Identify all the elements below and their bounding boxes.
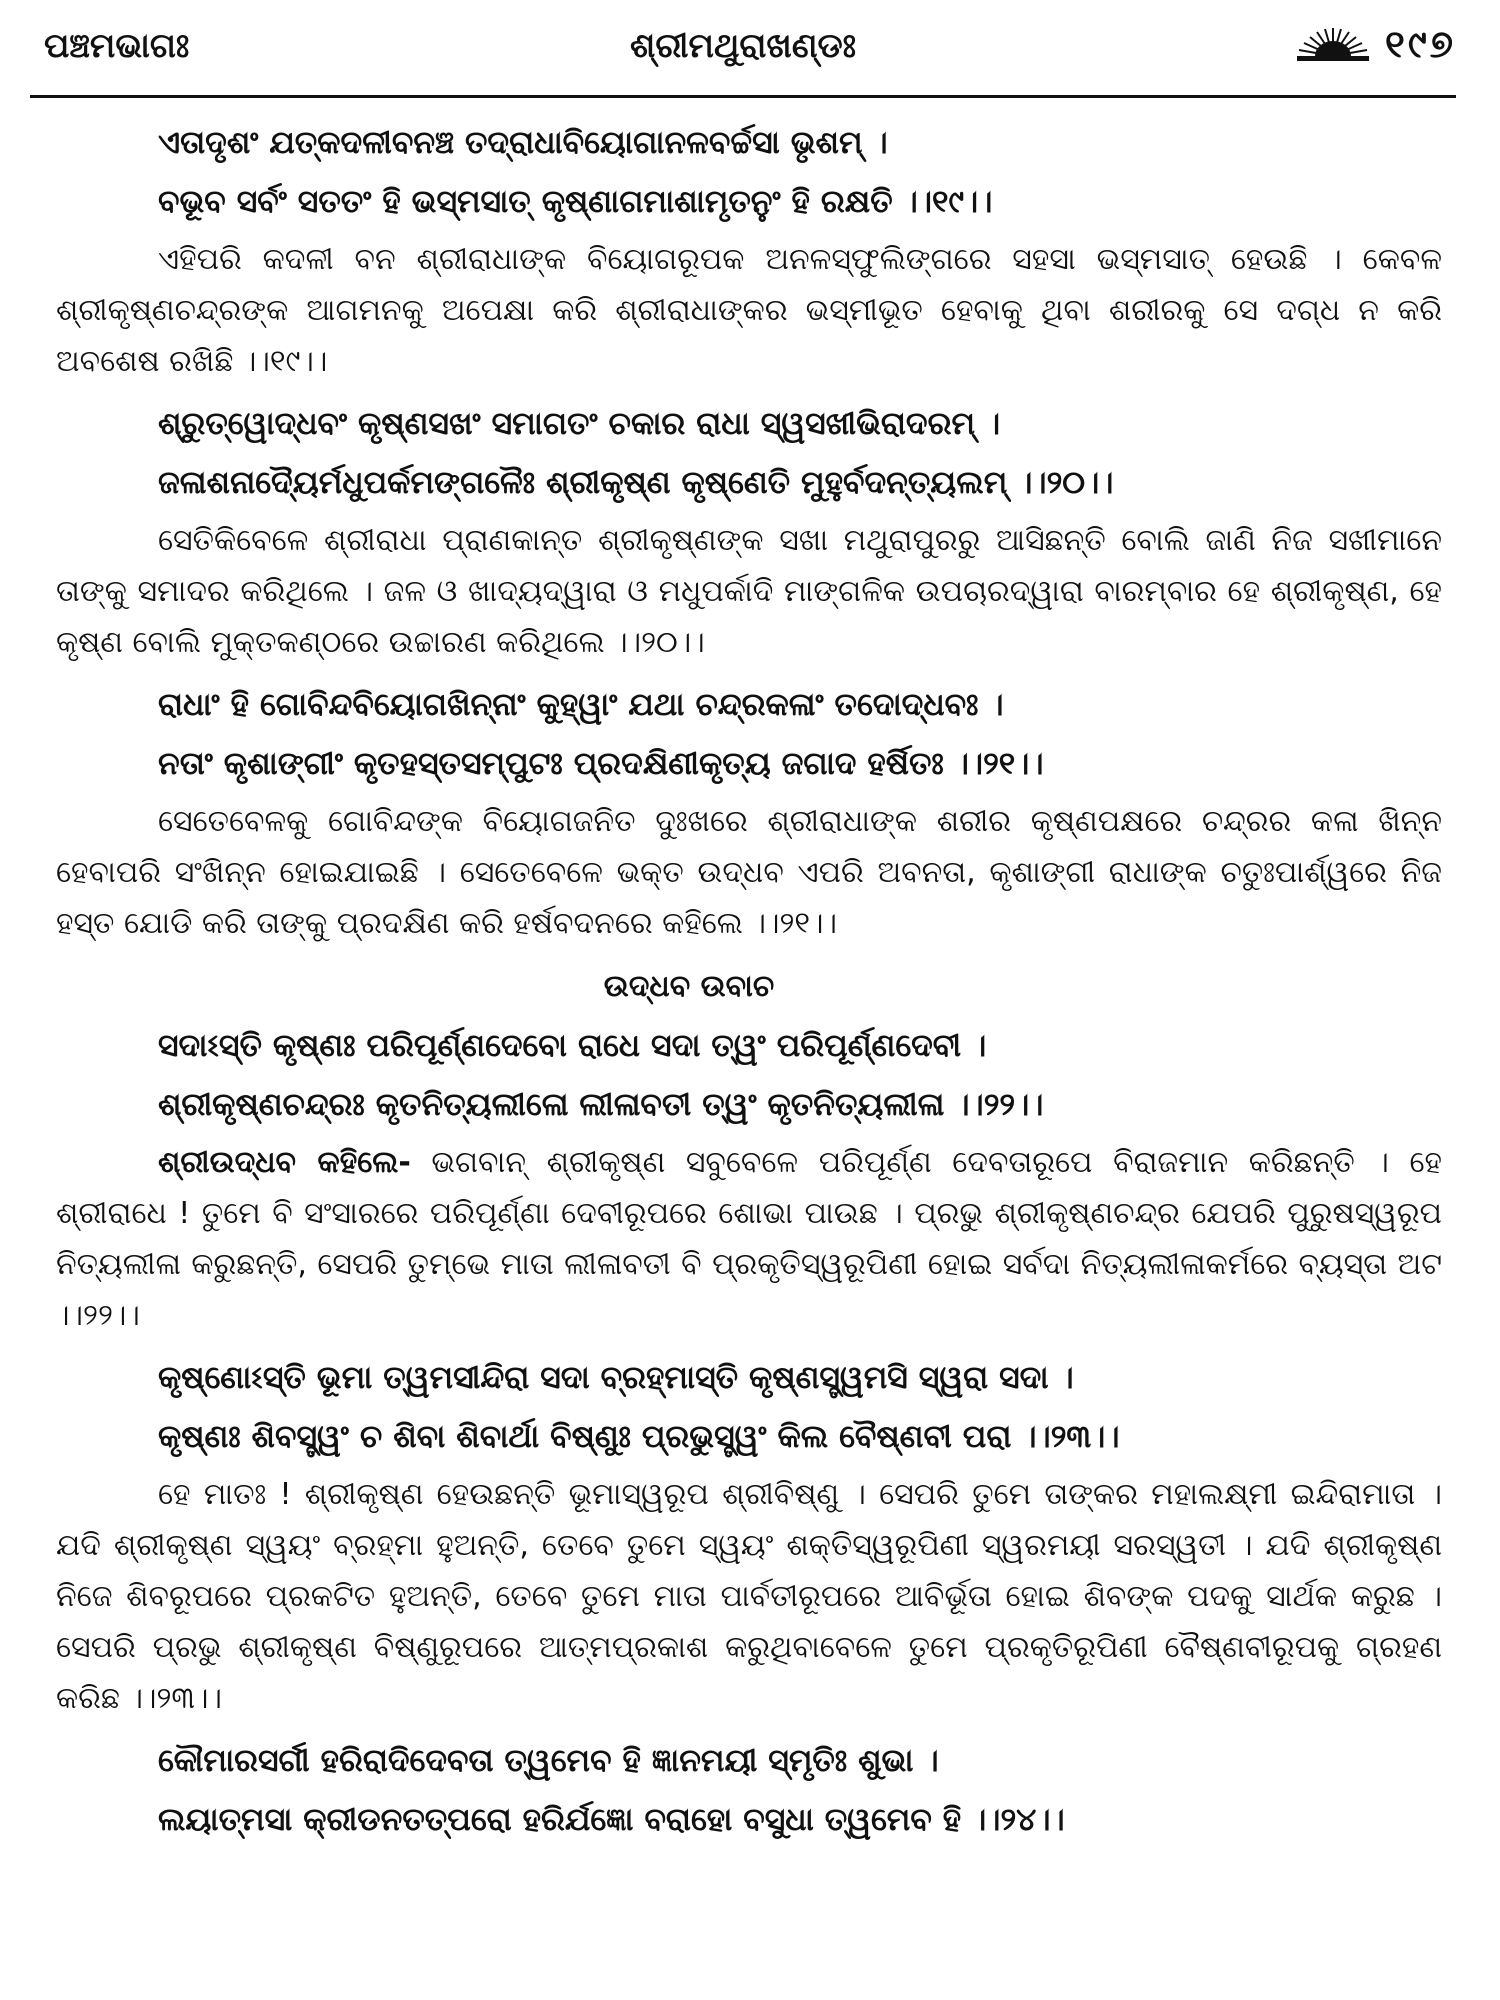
verse-line: ଲୟାତ୍ମସା କ୍ରୀଡନତତ୍ପରୋ ହରିର୍ଯଜ୍ଞୋ ବରାହୋ ବସୁଧା ତ୍ୱମେବ ହି ।।୨୪।। [158,1802,1065,1838]
page-body [30,98,1456,1850]
speaker-heading: ଉଦ୍ଧବ ଉବାଚ [603,969,775,1004]
translation-paragraph: ସେତିକିବେଳେ ଶ୍ରୀରାଧା ପ୍ରାଣକାନ୍ତ ଶ୍ରୀକୃଷ୍ଣଙ୍କ ସଖା ମଥୁରାପୁରରୁ ଆସିଛନ୍ତି ବୋଲି ଜାଣି ନିଜ ସଖୀମାନେ ତାଙ୍କୁ ସମାଦର କରିଥିଲେ । ଜଳ ଓ ଖାଦ୍ୟଦ୍ୱାରା ଓ ମଧୁପର୍କାଦି ମାଙ୍ଗଳିକ ଉପଚାରଦ୍ୱାରା ବାରମ୍ବାର ହେ ଶ୍ରୀକୃଷ୍ଣ, ହେ କୃଷ୍ଣ ବୋଲି ମୁକ୍ତକଣ୍ଠରେ ଉଚ୍ଚାରଣ କରିଥିଲେ ।।୨୦।। [56,523,1442,660]
section-label: ପଞ୍ଚମଭାଗଃ [44,26,190,66]
sun-emblem-icon [1295,26,1371,64]
verse-line: ନତାଂ କୃଶାଙ୍ଗୀଂ କୃତହସ୍ତସମ୍ପୁଟଃ ପ୍ରଦକ୍ଷିଣୀକୃତ୍ୟ ଜଗାଦ ହର୍ଷିତଃ ।।୨୧।। [158,746,1044,782]
verse-line: କୃଷ୍ଣୋଽସ୍ତି ଭୂମା ତ୍ୱମସୀନ୍ଦିରା ସଦା ବ୍ରହ୍ମାସ୍ତି କୃଷ୍ଣସ୍ତ୍ୱମସି ସ୍ୱରା ସଦା । [158,1360,1074,1396]
speaker-lead: ଶ୍ରୀଉଦ୍ଧବ କହିଲେ- [158,1145,411,1180]
verse-line: କୃଷ୍ଣଃ ଶିବସ୍ତ୍ୱଂ ଚ ଶିବା ଶିବାର୍ଥା ବିଷ୍ଣୁଃ ପ୍ରଭୁସ୍ତ୍ୱଂ କିଲ ବୈଷ୍ଣବୀ ପରା ।।୨୩।। [158,1419,1120,1455]
verse-line: ସଦାଽସ୍ତି କୃଷ୍ଣଃ ପରିପୂର୍ଣ୍ଣଦେବୋ ରାଧେ ସଦା ତ୍ୱଂ ପରିପୂର୍ଣ୍ଣଦେବୀ । [158,1028,987,1064]
verse-line: ଶ୍ରୀକୃଷ୍ଣଚନ୍ଦ୍ରଃ କୃତନିତ୍ୟଲୀଳୋ ଲୀଳାବତୀ ତ୍ୱଂ କୃତନିତ୍ୟଲୀଳା ।।୨୨।। [158,1087,1044,1123]
verse-line: ଜଳାଶନାଦ୍ୟୈର୍ମଧୁପର୍କମଙ୍ଗଳୈଃ ଶ୍ରୀକୃଷ୍ଣ କୃଷ୍ଣେତି ମୁହୁର୍ବଦନ୍ତ୍ୟଲମ୍ ।।୨୦।। [158,465,1114,501]
paragraph-text: ଭଗବାନ୍ ଶ୍ରୀକୃଷ୍ଣ ସବୁବେଳେ ପରିପୂର୍ଣ୍ଣ ଦେବତାରୂପେ ବିରାଜମାନ କରିଛନ୍ତି । ହେ ଶ୍ରୀରାଧେ ! ତୁମେ ବି ସଂସାରରେ ପରିପୂର୍ଣ୍ଣା ଦେବୀରୂପରେ ଶୋଭା ପାଉଛ । ପ୍ରଭୁ ଶ୍ରୀକୃଷ୍ଣଚନ୍ଦ୍ର ଯେପରି ପୁରୁଷସ୍ୱରୂପ ନିତ୍ୟଲୀଳା କରୁଛନ୍ତି, ସେପରି ତୁମ୍ଭେ ମାତା ଲୀଳାବତୀ ବି ପ୍ରକୃତିସ୍ୱରୂପିଣୀ ହୋଇ ସର୍ବଦା ନିତ୍ୟଲୀଳାକର୍ମରେ ବ୍ୟସ୍ତା ଅଟ ।।୨୨।। [56,1145,1443,1333]
verse-line: ଶ୍ରୁତ୍ୱୋଦ୍ଧବଂ କୃଷ୍ଣସଖଂ ସମାଗତଂ ଚକାର ରାଧା ସ୍ୱସଖୀଭିରାଦରମ୍ । [158,406,1001,442]
translation-paragraph [56,1137,1442,1341]
verse-line: ବଭୂବ ସର୍ବଂ ସତତଂ ହି ଭସ୍ମସାତ୍ କୃଷ୍ଣାଗମାଶାମୃତନୁଂ ହି ରକ୍ଷତି ।।୧୯।। [158,184,993,220]
page-title: ଶ୍ରୀମଥୁରାଖଣ୍ଡଃ [630,26,856,66]
verse-line: ଏତାଦୃଶଂ ଯତ୍କଦଳୀବନଞ୍ଚ ତଦ୍‌ରାଧାବିୟୋଗାନଳବର୍ଚ୍ଚସା ଭୃଶମ୍ । [158,125,888,161]
running-header [30,0,1456,98]
page-number: ୧୯୭ [1385,22,1456,66]
translation-paragraph: ହେ ମାତଃ ! ଶ୍ରୀକୃଷ୍ଣ ହେଉଛନ୍ତି ଭୂମାସ୍ୱରୂପ ଶ୍ରୀବିଷ୍ଣୁ । ସେପରି ତୁମେ ତାଙ୍କର ମହାଲକ୍ଷ୍ମୀ ଇନ୍ଦିରାମାତା । ଯଦି ଶ୍ରୀକୃଷ୍ଣ ସ୍ୱୟଂ ବ୍ରହ୍ମା ହୁଅନ୍ତି, ତେବେ ତୁମେ ସ୍ୱୟଂ ଶକ୍ତିସ୍ୱରୂପିଣୀ ସ୍ୱରମୟୀ ସରସ୍ୱତୀ । ଯଦି ଶ୍ରୀକୃଷ୍ଣ ନିଜେ ଶିବରୂପରେ ପ୍ରକଟିତ ହୁଅନ୍ତି, ତେବେ ତୁମେ ମାତା ପାର୍ବତୀରୂପରେ ଆବିର୍ଭୂତା ହୋଇ ଶିବଙ୍କ ପଦକୁ ସାର୍ଥକ କରୁଛ । ସେପରି ପ୍ରଭୁ ଶ୍ରୀକୃଷ୍ଣ ବିଷ୍ଣୁରୂପରେ ଆତ୍ମପ୍ରକାଶ କରୁଥିବାବେଳେ ତୁମେ ପ୍ରକୃତିରୂପିଣୀ ବୈଷ୍ଣବୀରୂପକୁ ଗ୍ରହଣ କରିଛ ।।୨୩।। [56,1477,1442,1716]
translation-paragraph: ସେତେବେଳକୁ ଗୋବିନ୍ଦଙ୍କ ବିୟୋଗଜନିତ ଦୁଃଖରେ ଶ୍ରୀରାଧାଙ୍କ ଶରୀର କୃଷ୍ଣପକ୍ଷରେ ଚନ୍ଦ୍ରର କଳା ଖିନ୍ନ ହେବାପରି ସଂଖିନ୍ନ ହୋଇଯାଇଛି । ସେତେବେଳେ ଭକ୍ତ ଉଦ୍ଧବ ଏପରି ଅବନତା, କୃଶାଙ୍ଗୀ ରାଧାଙ୍କ ଚତୁଃପାର୍ଶ୍ୱରେ ନିଜ ହସ୍ତ ଯୋଡି କରି ତାଙ୍କୁ ପ୍ରଦକ୍ଷିଣ କରି ହର୍ଷବଦନରେ କହିଲେ ।।୨୧।। [56,804,1442,941]
verse-line: ରାଧାଂ ହି ଗୋବିନ୍ଦବିୟୋଗଖିନ୍ନାଂ କୁହ୍ୱାଂ ଯଥା ଚନ୍ଦ୍ରକଳାଂ ତଦୋଦ୍ଧବଃ । [158,687,1004,723]
verse-line: କୌମାରସର୍ଗୀ ହରିରାଦିଦେବତା ତ୍ୱମେବ ହି ଜ୍ଞାନମୟୀ ସ୍ମୃତିଃ ଶୁଭା । [158,1743,939,1779]
translation-paragraph: ଏହିପରି କଦଳୀ ବନ ଶ୍ରୀରାଧାଙ୍କ ବିୟୋଗରୂପକ ଅନଳସ୍ଫୁଲିଙ୍ଗରେ ସହସା ଭସ୍ମସାତ୍ ହେଉଛି । କେବଳ ଶ୍ରୀକୃଷ୍ଣଚନ୍ଦ୍ରଙ୍କ ଆଗମନକୁ ଅପେକ୍ଷା କରି ଶ୍ରୀରାଧାଙ୍କର ଭସ୍ମୀଭୂତ ହେବାକୁ ଥିବା ଶରୀରକୁ ସେ ଦଗ୍ଧ ନ କରି ଅବଶେଷ ରଖିଛି ।।୧୯।। [56,242,1442,379]
page-number-group [1295,22,1456,67]
